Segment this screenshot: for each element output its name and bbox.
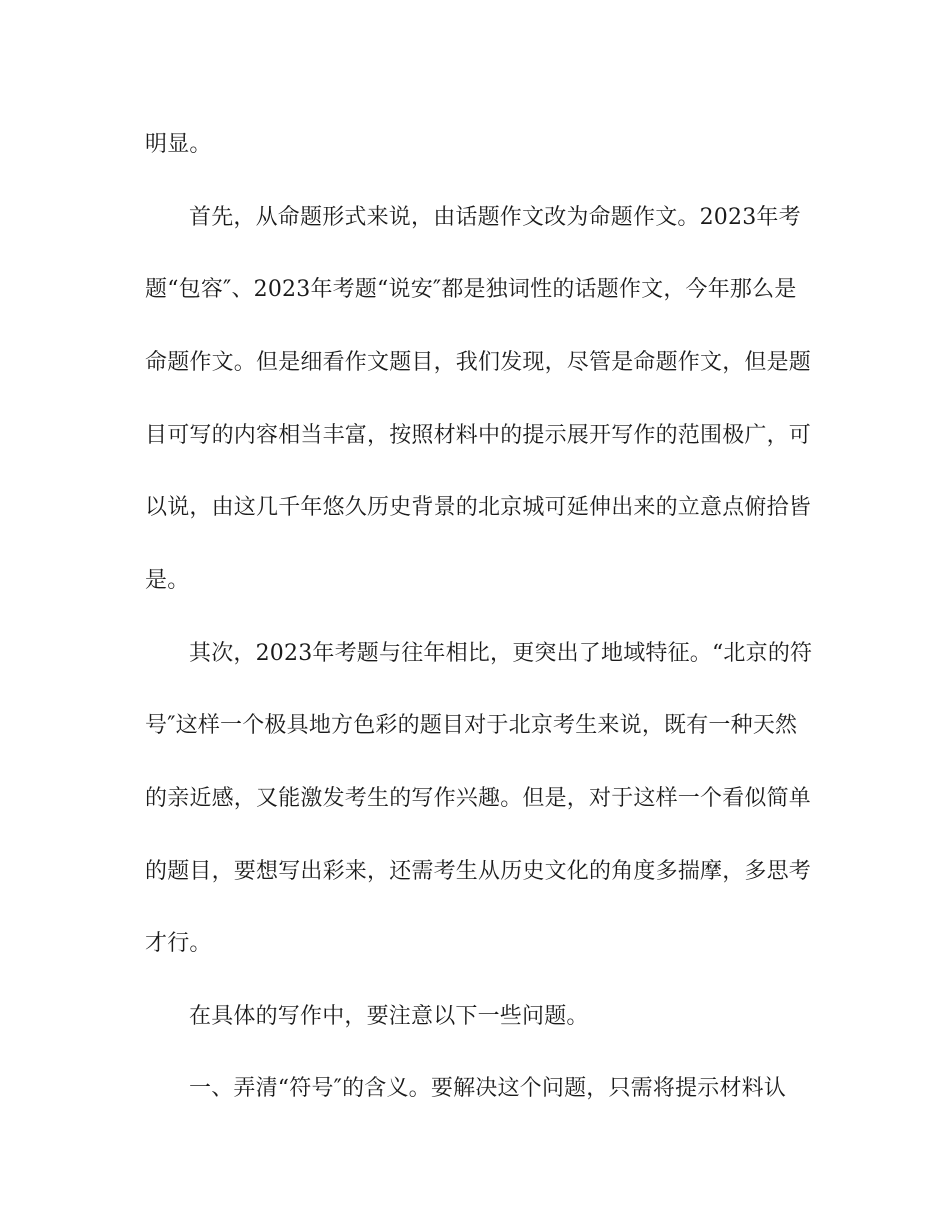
text-line: 的题目，要想写出彩来，还需考生从历史文化的角度多揣摩，多思考 [145, 859, 812, 884]
text-line: 号″这样一个极具地方色彩的题目对于北京考生来说，既有一种天然 [145, 713, 798, 738]
text-line: 以说，由这几千年悠久历史背景的北京城可延伸出来的立意点俯拾皆 [145, 495, 812, 520]
paragraph-start: 首先，从命题形式来说，由话题作文改为命题作文。2023年考 [189, 205, 801, 230]
paragraph-start: 在具体的写作中，要注意以下一些问题。 [189, 1004, 589, 1029]
text-line: 明显。 [145, 132, 212, 157]
text-line: 才行。 [145, 931, 212, 956]
paragraph-start: 其次，2023年考题与往年相比，更突出了地域特征。“北京的符 [189, 641, 813, 666]
paragraph-start: 一、弄清“符号″的含义。要解决这个问题，只需将提示材料认 [189, 1076, 787, 1101]
text-line: 是。 [145, 568, 190, 593]
text-line: 目可写的内容相当丰富，按照材料中的提示展开写作的范围极广，可 [145, 423, 812, 448]
text-line: 题“包容″、2023年考题“说安″都是独词性的话题作文，今年那么是 [145, 277, 797, 302]
text-line: 命题作文。但是细看作文题目，我们发现，尽管是命题作文，但是题 [145, 350, 812, 375]
text-line: 的亲近感，又能激发考生的写作兴趣。但是，对于这样一个看似简单 [145, 786, 812, 811]
